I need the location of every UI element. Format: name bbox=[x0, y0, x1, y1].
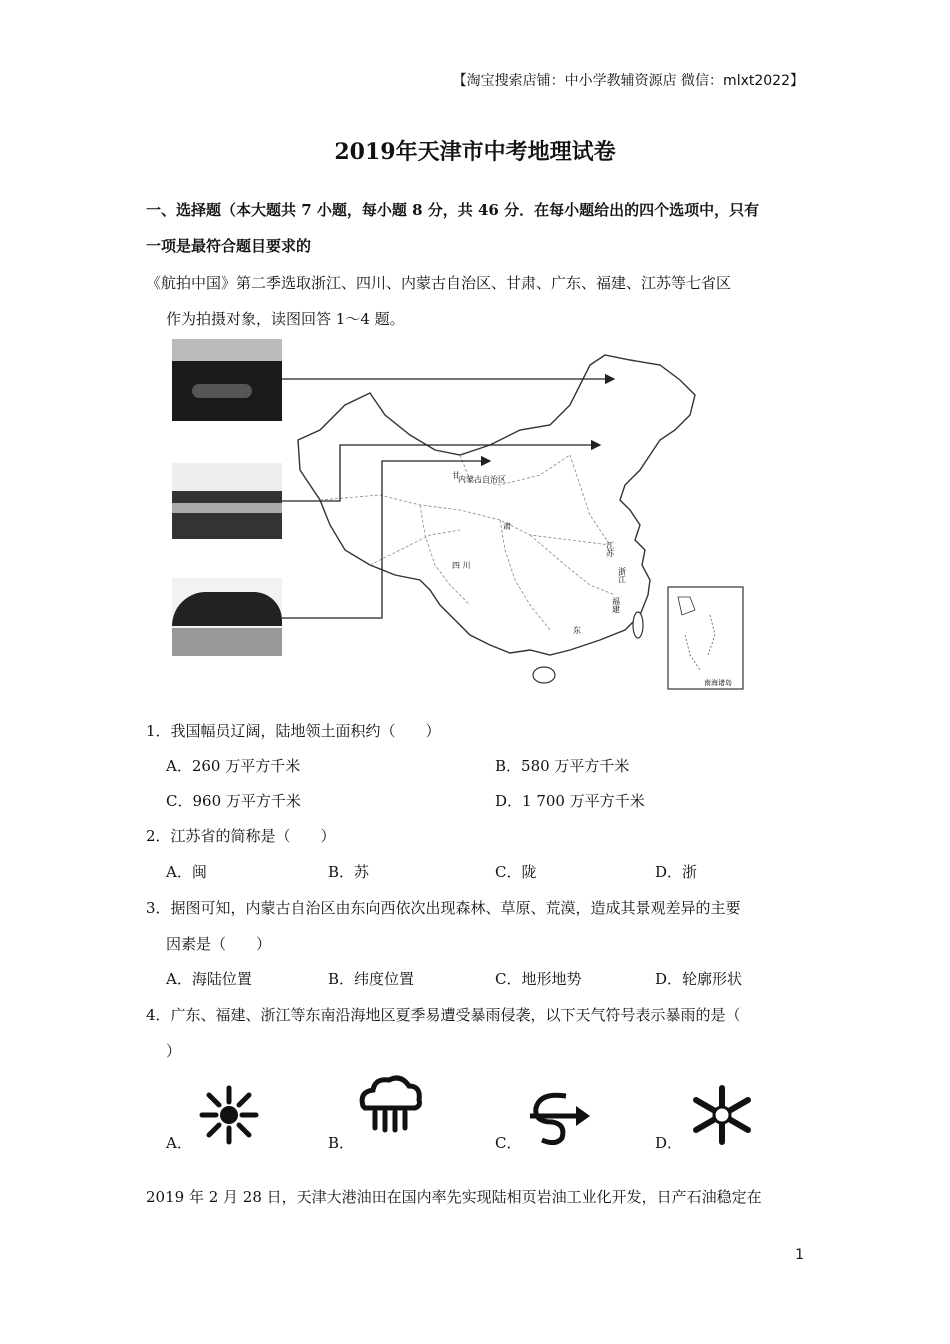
label-gan: 甘 bbox=[452, 471, 460, 480]
page-number: 1 bbox=[795, 1247, 804, 1263]
q2-option-b[interactable]: B．苏 bbox=[328, 863, 370, 881]
question-1-stem: 1．我国幅员辽阔，陆地领土面积约（ ） bbox=[146, 722, 441, 740]
china-map-figure bbox=[170, 335, 770, 695]
q3-option-d[interactable]: D．轮廓形状 bbox=[655, 970, 743, 988]
q1-option-a[interactable]: A．260 万平方千米 bbox=[166, 757, 301, 775]
sun-icon bbox=[196, 1082, 262, 1148]
question-4-stem-cont: ） bbox=[166, 1042, 182, 1060]
label-inner-mongolia: 内蒙古自治区 bbox=[458, 475, 506, 484]
q2-option-a[interactable]: A．闽 bbox=[166, 863, 207, 881]
label-dong: 东 bbox=[573, 626, 581, 635]
question-3-stem: 3．据图可知，内蒙古自治区由东向西依次出现森林、草原、荒漠，造成其景观差异的主要 bbox=[146, 899, 741, 917]
q2-option-c[interactable]: C．陇 bbox=[495, 863, 537, 881]
q3-option-b[interactable]: B．纬度位置 bbox=[328, 970, 415, 988]
q4-option-c[interactable]: C． bbox=[495, 1134, 522, 1152]
q4-option-b[interactable]: B． bbox=[328, 1134, 355, 1152]
label-zhejiang: 浙江 bbox=[617, 567, 627, 583]
store-header: 【淘宝搜索店铺：中小学教辅资源店 微信：mlxt2022】 bbox=[452, 73, 804, 89]
q1-option-b[interactable]: B．580 万平方千米 bbox=[495, 757, 630, 775]
q2-option-d[interactable]: D．浙 bbox=[655, 863, 698, 881]
intro-paragraph bbox=[146, 265, 810, 337]
section-heading-line2: 一项是最符合题目要求的 bbox=[146, 237, 312, 255]
typhoon-icon bbox=[522, 1082, 594, 1148]
label-jiangsu: 江苏 bbox=[605, 541, 615, 557]
q1-option-c[interactable]: C．960 万平方千米 bbox=[166, 792, 301, 810]
question-2-stem: 2．江苏省的简称是（ ） bbox=[146, 827, 336, 845]
q3-option-c[interactable]: C．地形地势 bbox=[495, 970, 582, 988]
q4-option-a[interactable]: A． bbox=[166, 1134, 192, 1152]
page-title: 2019年天津市中考地理试卷 bbox=[334, 139, 616, 165]
section-heading bbox=[146, 192, 810, 264]
label-fujian: 福建 bbox=[611, 597, 621, 613]
q4-option-d[interactable]: D． bbox=[655, 1134, 683, 1152]
china-map-svg bbox=[170, 335, 770, 695]
label-sichuan: 四 川 bbox=[452, 561, 471, 570]
next-paragraph: 2019 年 2 月 28 日，天津大港油田在国内率先实现陆相页岩油工业化开发，日产石油稳定在 bbox=[146, 1188, 762, 1206]
section-heading-line1: 一、选择题（本大题共 7 小题，每小题 8 分，共 46 分．在每小题给出的四个选项中，只有 bbox=[146, 201, 760, 219]
intro-line2: 作为拍摄对象，读图回答 1～4 题。 bbox=[166, 310, 405, 328]
q1-option-d[interactable]: D．1 700 万平方千米 bbox=[495, 792, 645, 810]
intro-line1: 《航拍中国》第二季选取浙江、四川、内蒙古自治区、甘肃、广东、福建、江苏等七省区 bbox=[146, 274, 732, 292]
rainstorm-icon bbox=[355, 1072, 425, 1136]
question-3-stem-cont: 因素是（ ） bbox=[166, 935, 272, 953]
q3-option-a[interactable]: A．海陆位置 bbox=[166, 970, 252, 988]
snow-icon bbox=[686, 1082, 758, 1148]
label-south-china-sea: 南海诸岛 bbox=[704, 679, 732, 687]
label-su: 肃 bbox=[503, 522, 511, 531]
question-4-stem: 4．广东、福建、浙江等东南沿海地区夏季易遭受暴雨侵袭，以下天气符号表示暴雨的是（ bbox=[146, 1006, 741, 1024]
